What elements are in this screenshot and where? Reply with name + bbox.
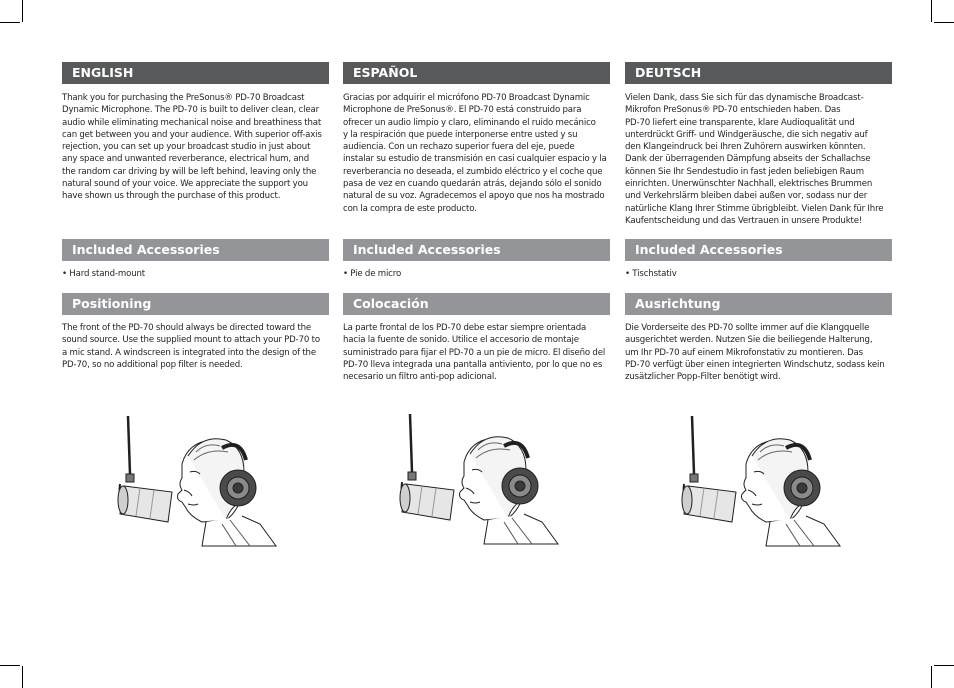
column-deutsch (625, 62, 892, 383)
crop-mark (931, 666, 932, 688)
accessories-heading: Included Accessories (343, 239, 610, 261)
language-heading: ESPAÑOL (343, 62, 610, 84)
accessories-heading: Included Accessories (625, 239, 892, 261)
positioning-heading: Positioning (62, 293, 329, 315)
crop-mark (22, 666, 23, 688)
crop-mark (934, 22, 954, 23)
intro-text: Vielen Dank, dass Sie sich für das dynamische Broadcast- Mikrofon PreSonus® PD-70 entschieden haben. Das PD-70 liefert eine transparente, klare Audioqualität und unterdrückt Griff- und Windgeräusche, die sich negativ auf den Klangeindruck bei Ihren Zuhörern auswirken könnten. Dank der überragenden Dämpfung abseits der Schallachse können Sie Ihr Sendestudio in fast jeden beliebigen Raum einrichten. Unerwünschter Nachhall, elektrisches Brummen und Verkehrslärm bleiben dabei außen vor, sodass nur der natürliche Klang Ihrer Stimme übrigbleibt. Vielen Dank für Ihre Kaufentscheidung und das Vertrauen in unsere Produkte! (625, 93, 884, 226)
language-heading: DEUTSCH (625, 62, 892, 84)
crop-mark (0, 22, 20, 23)
positioning-section (62, 293, 329, 371)
microphone-illustration (110, 412, 280, 548)
microphone-illustration (392, 410, 562, 546)
intro-text: Gracias por adquirir el micrófono PD-70 Broadcast Dynamic Microphone de PreSonus®. El PD-70 está construido para ofrecer un audio limpio y claro, eliminando el ruido mecánico y la respiración que puede interponerse entre usted y su audiencia. Con un rechazo superior fuera del eje, puede instalar su estudio de transmisión en casi cualquier espacio y la reverberancia no deseada, el zumbido eléctrico y el coche que pasa de vez en cuando quedarán atrás, dejando sólo el sonido natural de su voz. Agradecemos el apoyo que nos ha mostrado con la compra de este producto. (343, 93, 607, 214)
crop-mark (22, 0, 23, 22)
column-espanol (343, 62, 610, 383)
positioning-text: Die Vorderseite des PD-70 sollte immer auf die Klangquelle ausgerichtet werden. Nutzen Sie die beiliegende Halterung, um Ihr PD-70 auf einem Mikrofonstativ zu montieren. Das PD-70 verfügt über einen integrierten Windschutz, sodass kein zusätzlicher Popp-Filter benötigt wird. (625, 323, 885, 383)
accessories-heading: Included Accessories (62, 239, 329, 261)
accessories-section (62, 239, 329, 280)
accessories-item: • Tischstativ (625, 269, 677, 279)
crop-mark (931, 0, 932, 22)
positioning-section (343, 293, 610, 383)
accessories-section (625, 239, 892, 280)
positioning-heading: Ausrichtung (625, 293, 892, 315)
positioning-text: La parte frontal de los PD-70 debe estar siempre orientada hacia la fuente de sonido. Utilice el accesorio de montaje suministrado para fijar el PD-70 a un pie de micro. El diseño del PD-70 lleva integrada una pantalla antiviento, por lo que no es necesario un filtro anti-pop adicional. (343, 323, 606, 383)
accessories-item: • Pie de micro (343, 269, 402, 279)
accessories-item: • Hard stand-mount (62, 269, 146, 279)
microphone-illustration (674, 412, 844, 548)
intro-text: Thank you for purchasing the PreSonus® PD-70 Broadcast Dynamic Microphone. The PD-70 is built to deliver clean, clear audio while eliminating mechanical noise and breathiness that can get between you and your audience. With superior off-axis rejection, you can set up your broadcast studio in just about any space and unwanted reverberance, electrical hum, and the random car driving by will be left behind, leaving only the natural sound of your voice. We appreciate the support you have shown us through the purchase of this product. (62, 93, 322, 202)
crop-mark (0, 665, 20, 666)
column-english (62, 62, 329, 370)
accessories-section (343, 239, 610, 280)
positioning-section (625, 293, 892, 383)
positioning-heading: Colocación (343, 293, 610, 315)
crop-mark (934, 665, 954, 666)
positioning-text: The front of the PD-70 should always be directed toward the sound source. Use the supplied mount to attach your PD-70 to a mic stand. A windscreen is integrated into the design of the PD-70, so no additional pop filter is needed. (62, 323, 320, 370)
language-heading: ENGLISH (62, 62, 329, 84)
